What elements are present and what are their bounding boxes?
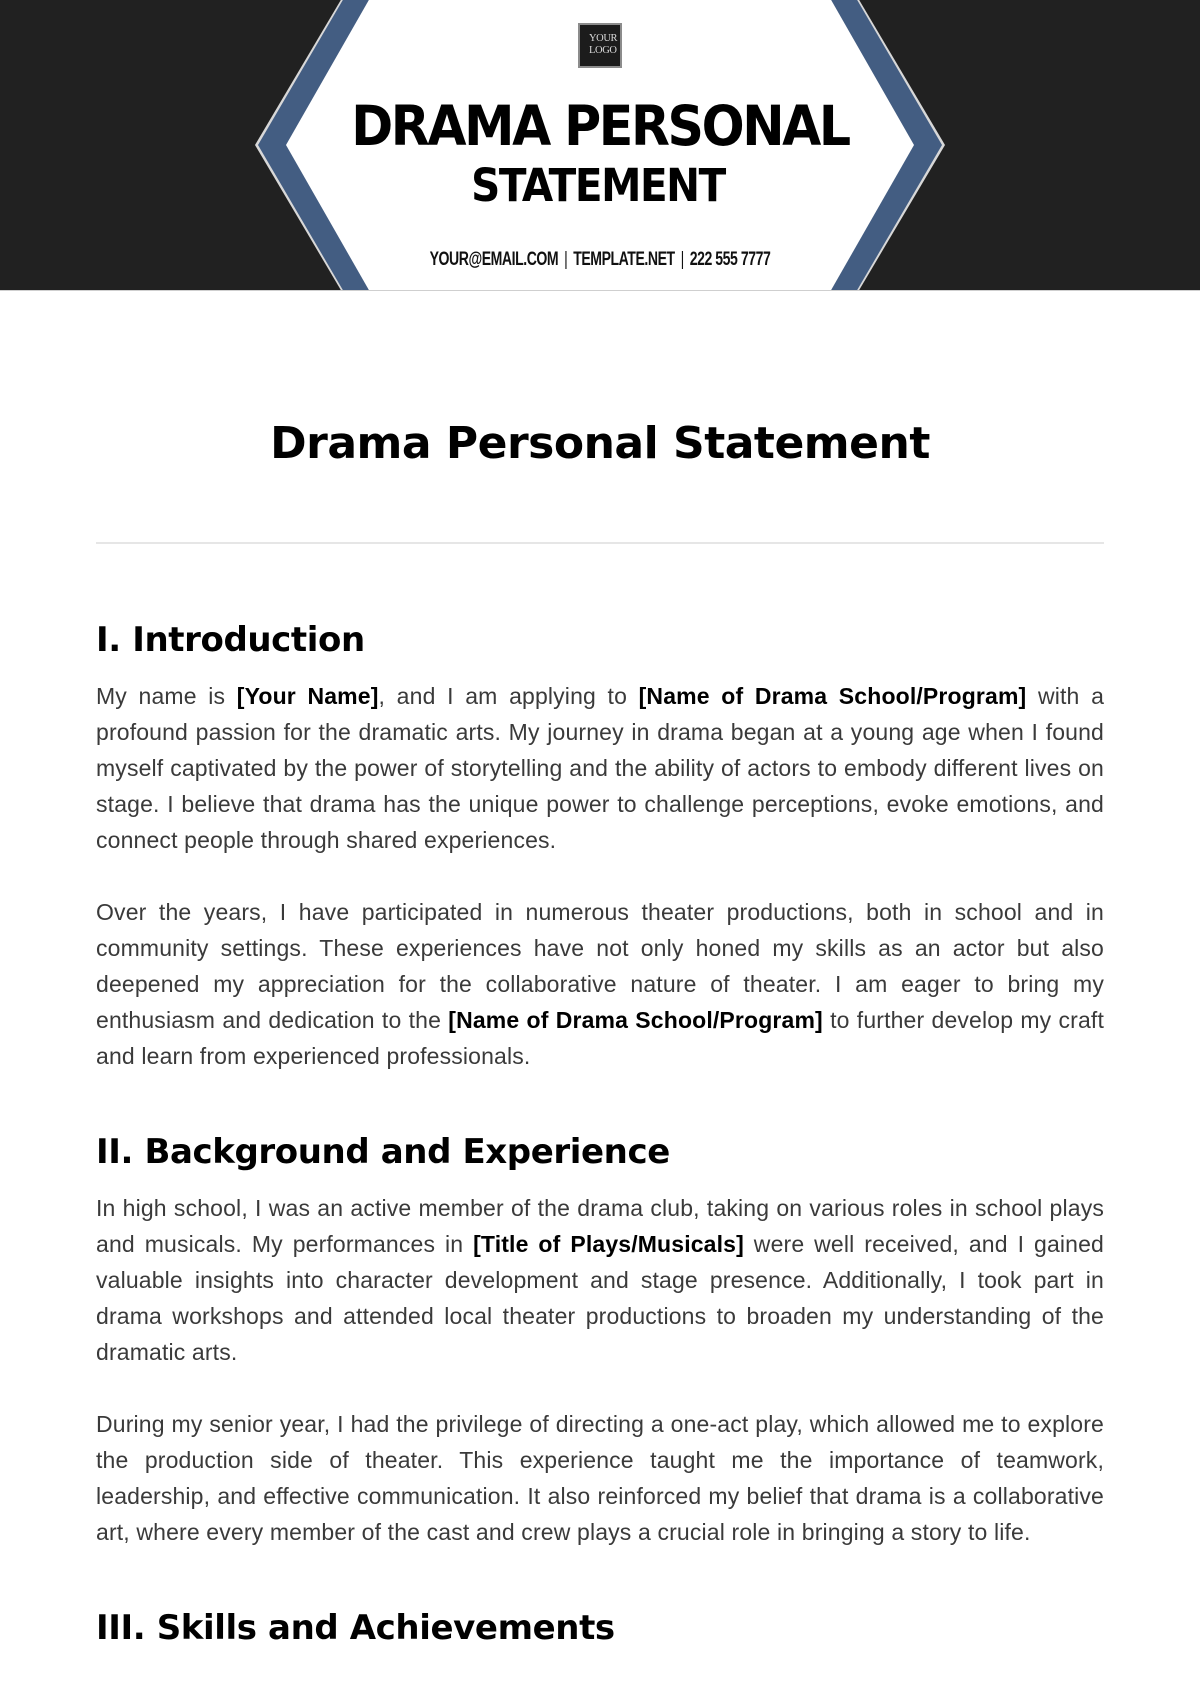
logo-placeholder [578, 23, 622, 68]
section-heading: III. Skills and Achievements [96, 1608, 615, 1648]
section-background-experience [96, 1130, 1104, 1550]
placeholder-school-name: [Name of Drama School/Program] [448, 1007, 823, 1033]
section-skills-achievements [96, 1606, 1104, 1650]
paragraph [96, 1190, 1104, 1370]
contact-email: YOUR@EMAIL.COM [429, 249, 559, 270]
section-heading: II. Background and Experience [96, 1132, 670, 1172]
contact-separator: | [564, 249, 568, 270]
paragraph [96, 1406, 1104, 1550]
text-run: with a profound passion for the dramatic arts. My journey in drama began at a young age when I found myself captivated by the power of storytelling and the ability of actors to embody different lives on stage. I believe that drama has the unique power to challenge perceptions, evoke emotions, and connect people through shared experiences. [96, 683, 1105, 853]
document-header-banner [0, 0, 1200, 291]
text-run: My name is [96, 683, 237, 709]
contact-info [156, 249, 1044, 271]
contact-website: TEMPLATE.NET [573, 249, 675, 270]
header-title-line1: DRAMA PERSONAL [351, 94, 849, 158]
text-run: Over the years, I have participated in numerous theater productions, both in school and in community settings. These experiences have not only honed my skills as an actor but also deepened my appreciation for the collaborative nature of theater. I am eager to bring my enthusiasm and dedication to the [96, 899, 1104, 1033]
section-introduction [96, 618, 1104, 1074]
contact-separator: | [680, 249, 684, 270]
text-run: In high school, I was an active member of the drama club, taking on various roles in school plays and musicals. My performances in [96, 1195, 1104, 1257]
logo-text-line2: LOGO [589, 45, 617, 56]
text-run: During my senior year, I had the privilege of directing a one-act play, which allowed me to explore the production side of theater. This experience taught me the importance of teamwork, leadership, and effective communication. It also reinforced my belief that drama is a collaborative art, where every member of the cast and crew plays a crucial role in bringing a story to life. [96, 1411, 1104, 1545]
document-title: Drama Personal Statement [270, 418, 930, 469]
placeholder-play-titles: [Title of Plays/Musicals] [473, 1231, 744, 1257]
contact-phone: 222 555 7777 [689, 249, 771, 270]
paragraph [96, 894, 1104, 1074]
document-body [96, 291, 1104, 1650]
title-divider [96, 542, 1104, 544]
placeholder-school-name: [Name of Drama School/Program] [638, 683, 1027, 709]
paragraph [96, 678, 1104, 858]
logo-text-line1: YOUR [589, 33, 618, 44]
text-run: were well received, and I gained valuable insights into character development and stage presence. Additionally, I took part in drama workshops and attended local theater productions to broaden my understanding of the dramatic arts. [96, 1231, 1104, 1365]
text-run: , and I am applying to [378, 683, 639, 709]
section-heading: I. Introduction [96, 620, 365, 660]
header-title-line2: STATEMENT [471, 159, 725, 212]
text-run: to further develop my craft and learn from experienced professionals. [96, 1007, 1104, 1069]
placeholder-your-name: [Your Name] [236, 683, 379, 709]
